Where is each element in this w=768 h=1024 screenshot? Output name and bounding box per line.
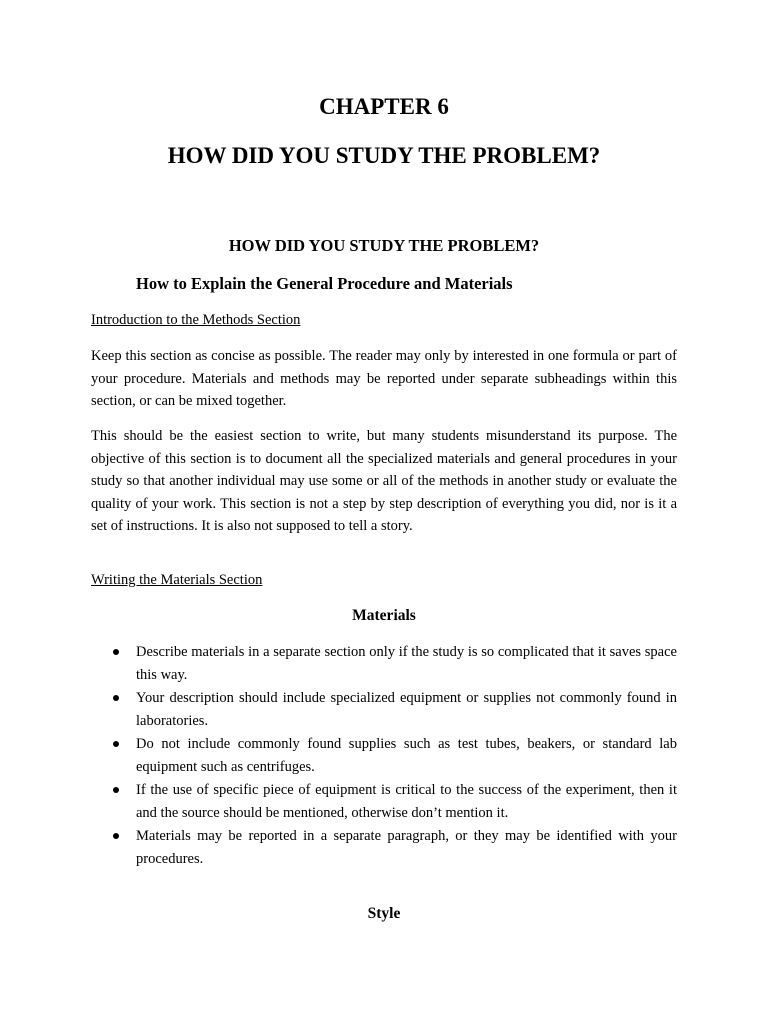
style-heading: Style [367,905,401,922]
materials-heading: Materials [352,607,416,624]
list-item [91,733,677,778]
intro-paragraph: Keep this section as concise as possible. The reader may only by interested in one formula or part of your procedure. Materials and methods may be reported under separate subheadings within this section, or can be mixed together. [91,348,677,409]
list-item [91,641,677,686]
materials-writing-heading: Writing the Materials Section [91,572,263,588]
list-item-text: Your description should include specialized equipment or supplies not commonly found in laboratories. [136,690,677,729]
materials-bullet-list [91,641,677,871]
list-item-text: Describe materials in a separate section only if the study is so complicated that it saves space this way. [136,644,677,683]
bullet-icon [113,741,119,747]
section-title: HOW DID YOU STUDY THE PROBLEM? [228,236,540,255]
list-item [91,687,677,732]
list-item [91,825,677,870]
list-item [91,779,677,824]
bullet-icon [113,649,119,655]
subsection-title: How to Explain the General Procedure and Materials [136,274,513,293]
chapter-label: CHAPTER 6 [319,94,449,119]
intro-paragraph: This should be the easiest section to write, but many students misunderstand its purpose. The objective of this section is to document all the specialized materials and general procedures in your study so that another individual may use some or all of the methods in another study or evaluate the quality of your work. This section is not a step by step description of everything you did, nor is it a set of instructions. It is also not supposed to tell a story. [91,428,677,534]
intro-heading: Introduction to the Methods Section [91,312,301,328]
list-item-text: If the use of specific piece of equipment is critical to the success of the experiment, then it and the source should be mentioned, otherwise don’t mention it. [136,782,677,821]
bullet-icon [113,787,119,793]
list-item-text: Do not include commonly found supplies such as test tubes, beakers, or standard lab equipment such as centrifuges. [136,736,677,775]
bullet-icon [113,695,119,701]
list-item-text: Materials may be reported in a separate paragraph, or they may be identified with your procedures. [136,828,677,867]
bullet-icon [113,833,119,839]
chapter-title: HOW DID YOU STUDY THE PROBLEM? [167,143,601,168]
